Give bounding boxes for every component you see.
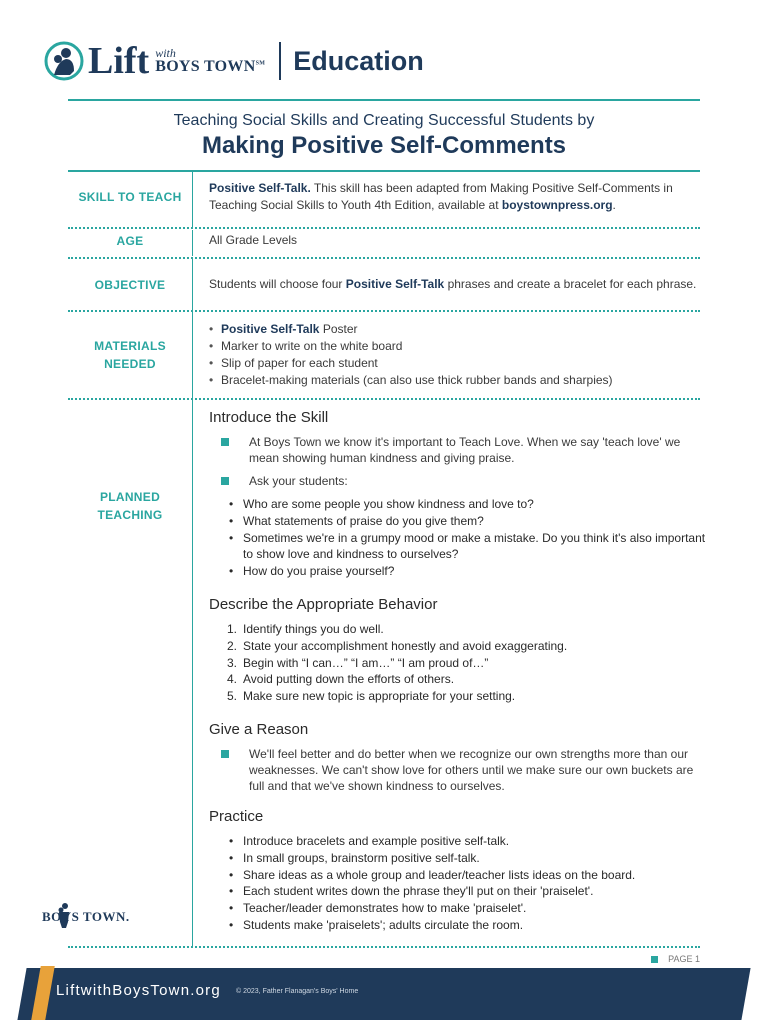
page-footer [0, 966, 768, 1024]
list-item: 4. Avoid putting down the efforts of others. [227, 672, 455, 687]
question-list [229, 496, 709, 580]
heading-reason: Give a Reason [209, 720, 309, 738]
heading-practice: Practice [209, 807, 264, 825]
page-number: PAGE 1 [651, 954, 700, 964]
column-divider [192, 172, 193, 228]
list-item: • Who are some people you show kindness and love to? [229, 496, 709, 513]
ask-para: Ask your students: [221, 473, 709, 489]
square-bullet-icon [651, 956, 658, 963]
column-divider [192, 258, 193, 310]
list-item: • Introduce bracelets and example positive self-talk. [229, 833, 709, 850]
page-subtitle: Teaching Social Skills and Creating Successful Students by [173, 112, 595, 129]
label-age: AGE [116, 234, 144, 248]
list-item: • Share ideas as a whole group and leader/teacher lists ideas on the board. [229, 867, 709, 884]
list-item: 1. Identify things you do well. [227, 621, 384, 636]
list-item: • Students make 'praiselets'; adults circulate the room. [229, 917, 709, 934]
list-item: • Slip of paper for each student [209, 355, 709, 372]
list-item: 5. Make sure new topic is appropriate for your setting. [227, 689, 516, 704]
label-skill: SKILL TO TEACH [78, 190, 182, 204]
list-item: 3. Begin with “I can…” “I am…” “I am proud of…” [227, 655, 489, 670]
list-item: • Positive Self-Talk Poster [209, 321, 709, 338]
list-item: • Bracelet-making materials (can also use thick rubber bands and sharpies) [209, 372, 709, 389]
skill-lead: Positive Self-Talk. [209, 181, 311, 195]
row-divider [68, 310, 700, 312]
square-bullet-icon [221, 477, 229, 485]
bottom-divider [68, 946, 700, 948]
planned-content [209, 409, 709, 934]
objective-text: Students will choose four Positive Self-Talk phrases and create a bracelet for each phrase. [209, 277, 697, 291]
age-text: All Grade Levels [209, 233, 298, 247]
square-bullet-icon [221, 750, 229, 758]
logo-sm: SM [255, 60, 266, 67]
list-item: • Marker to write on the white board [209, 338, 709, 355]
list-item: • In small groups, brainstorm positive self-talk. [229, 850, 709, 867]
heading-introduce: Introduce the Skill [209, 409, 329, 426]
skill-link[interactable]: boystownpress.org [501, 198, 613, 212]
practice-list [229, 833, 709, 934]
list-item: • Each student writes down the phrase they'll put on their 'praiselet'. [229, 883, 709, 900]
materials-list [209, 321, 709, 389]
skill-text: Positive Self-Talk. This skill has been adapted from Making Positive Self-Comments in Teaching Social Skills to Youth 4th Edition, available at boystownpress.org. [209, 181, 673, 212]
header-divider [279, 42, 281, 80]
logo-org: BOYS TOWN℠ [155, 58, 266, 75]
list-item: • What statements of praise do you give them? [229, 513, 709, 530]
title-rule [68, 170, 700, 172]
list-item: • Teacher/leader demonstrates how to make 'praiselet'. [229, 900, 709, 917]
list-item: 2. State your accomplishment honestly and avoid exaggerating. [227, 638, 568, 653]
logo-with: with [155, 46, 176, 60]
list-item: • Sometimes we're in a grumpy mood or make a mistake. Do you think it's also important to show love and kindness to ourselves? [229, 530, 709, 564]
footer-url[interactable]: LiftwithBoysTown.org [56, 982, 221, 999]
column-divider [192, 230, 193, 256]
footer-copyright: © 2023, Father Flanagan's Boys' Home [236, 988, 359, 995]
heading-describe: Describe the Appropriate Behavior [209, 595, 438, 613]
row-divider [68, 257, 700, 259]
reason-para: We'll feel better and do better when we recognize our own strengths more than our weaknesses. We can't show love for others until we make sure our own buckets are full and that we've shown kindness to ourselves. [221, 746, 709, 794]
label-planned: PLANNED TEACHING [97, 490, 163, 522]
logo-word: Lift [88, 40, 150, 82]
page-title: Making Positive Self-Comments [201, 132, 567, 159]
column-divider [192, 400, 193, 946]
lift-logo-icon [44, 41, 84, 81]
intro-para: At Boys Town we know it's important to Teach Love. When we say 'teach love' we mean showing human kindness and giving praise. [221, 434, 709, 466]
row-divider [68, 227, 700, 229]
page-header [44, 36, 424, 86]
boys-town-logo [42, 902, 130, 928]
square-bullet-icon [221, 438, 229, 446]
steps-list [227, 621, 709, 705]
logo-stack [155, 47, 265, 75]
section-title: Education [293, 45, 424, 76]
label-objective: OBJECTIVE [94, 278, 166, 292]
list-item: • How do you praise yourself? [229, 563, 709, 580]
header-rule [68, 99, 700, 101]
label-materials: MATERIALS NEEDED [94, 339, 166, 371]
column-divider [192, 312, 193, 398]
boys-town-wordmark: BOYS TOWN. [42, 909, 130, 924]
row-divider [68, 398, 700, 400]
